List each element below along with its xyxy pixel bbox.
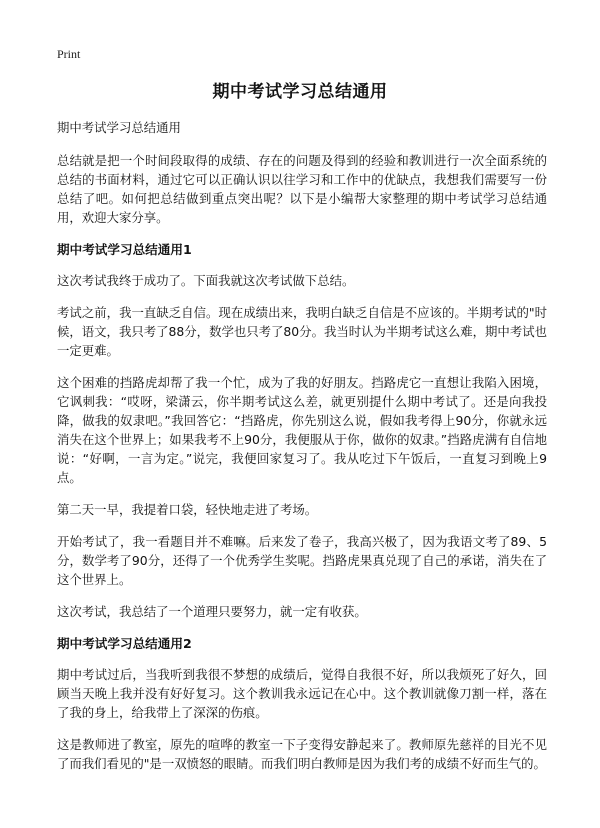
section1-paragraph-4: 第二天一早，我提着口袋，轻快地走进了考场。 (57, 502, 318, 517)
section1-paragraph-1: 这次考试我终于成功了。下面我就这次考试做下总结。 (57, 273, 355, 288)
section1-paragraph-3: 这个困难的挡路虎却帮了我一个忙，成为了我的好朋友。挡路虎它一直想让我陷入困境，它讽刺我：“哎呀，梁潇云，你半期考试这么差，就更别提什么期中考试了。还是向我投降，做我的奴隶吧。”我回答它：“挡路虎，你先别这么说，假如我考得上90分，你就永远消失在这个世界上；如果我考不上90分，我便服从于你，做你的奴隶。”挡路虎满有自信地说：“好啊，一言为定。”说完，我便回家复习了。我从吃过下午饭后，一直复习到晚上9点。 (57, 375, 547, 485)
article-body (57, 118, 547, 786)
section1-paragraph-6: 这次考试，我总结了一个道理只要努力，就一定有收获。 (57, 604, 367, 619)
section2-paragraph-1: 期中考试过后，当我听到我很不梦想的成绩后，觉得自我很不好，所以我烦死了好久，回顾当天晚上我并没有好好复习。这个教训我永远记在心中。这个教训就像刀割一样，落在了我的身上，给我带上了深深的伤痕。 (57, 667, 547, 720)
section-heading-2: 期中考试学习总结通用2 (57, 636, 192, 651)
print-link[interactable]: Print (57, 47, 81, 61)
page-title: 期中考试学习总结通用 (212, 82, 388, 102)
intro-paragraph: 总结就是把一个时间段取得的成绩、存在的问题及得到的经验和教训进行一次全面系统的总结的书面材料，通过它可以正确认识以往学习和工作中的优缺点，我想我们需要写一份总结了吧。如何把总结做到重点突出呢？以下是小编帮大家整理的期中考试学习总结通用，欢迎大家分享。 (57, 153, 547, 225)
section-heading-1: 期中考试学习总结通用1 (57, 242, 192, 257)
section2-paragraph-2: 这是教师进了教室，原先的喧哗的教室一下子变得安静起来了。教师原先慈祥的目光不见了而我们看见的"是一双愤怒的眼睛。而我们明白教师是因为我们考的成绩不好而生气的。 (57, 737, 547, 771)
section1-paragraph-5: 开始考试了，我一看题目并不难嘛。后来发了卷子，我高兴极了，因为我语文考了89、5分，数学考了90分，还得了一个优秀学生奖呢。挡路虎果真兑现了自己的承诺，消失在了这个世界上。 (57, 534, 547, 587)
article-subtitle: 期中考试学习总结通用 (57, 120, 181, 135)
section1-paragraph-2: 考试之前，我一直缺乏自信。现在成绩出来，我明白缺乏自信是不应该的。半期考试的"时候，语文，我只考了88分，数学也只考了80分。我当时认为半期考试这么难，期中考试也一定更难。 (57, 305, 547, 358)
